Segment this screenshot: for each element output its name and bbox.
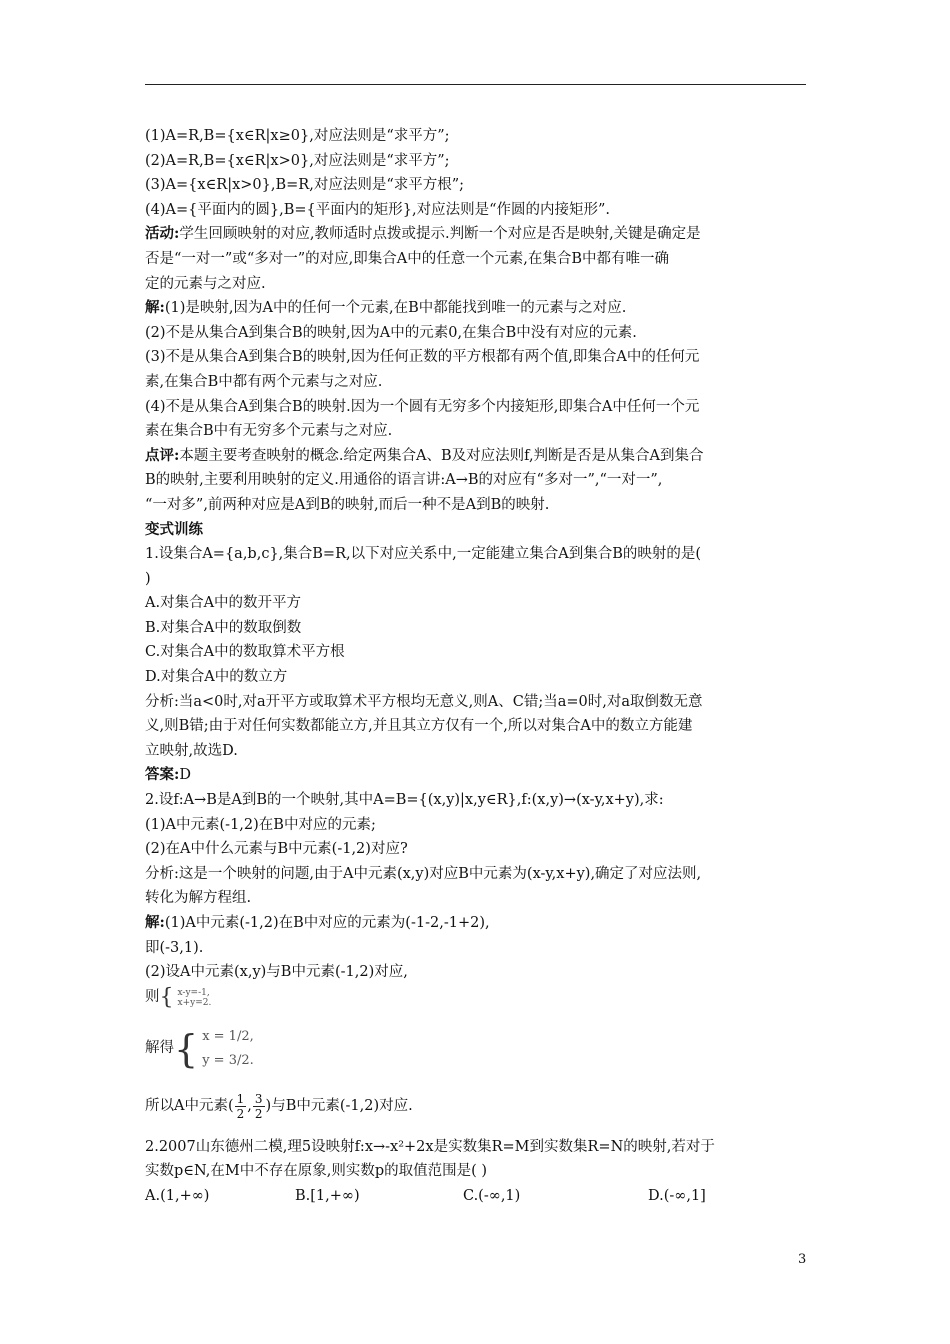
solution-line-5: (4)不是从集合A到集合B的映射.因为一个圆有无穷多个内接矩形,即集合A中任何一个元 bbox=[145, 398, 700, 415]
q3-option-a: A.(1,+∞) bbox=[145, 1187, 210, 1204]
q2-analysis-2: 转化为解方程组. bbox=[145, 890, 252, 907]
result-x: x = 1/2, bbox=[202, 1028, 254, 1044]
comment-label: 点评: bbox=[145, 446, 180, 464]
item-2: (2)A=R,B={x∈R|x>0},对应法则是“求平方”; bbox=[145, 152, 450, 169]
solution-system bbox=[145, 1017, 815, 1081]
solution-line-6: 素在集合B中有无穷多个元素与之对应. bbox=[145, 423, 393, 440]
q1-option-d: D.对集合A中的数立方 bbox=[145, 669, 288, 686]
q2-analysis-1: 分析:这是一个映射的问题,由于A中元素(x,y)对应B中元素为(x-y,x+y),确定了对应法则, bbox=[145, 865, 702, 882]
q2-conclusion: 所以A中元素( $\frac{1}{2}$ , $\frac{3}{2}$ )与B中元素(-1,2)对应. bbox=[145, 1092, 413, 1122]
equation-system bbox=[145, 985, 815, 1011]
item-1: (1)A=R,B={x∈R|x≥0},对应法则是“求平方”; bbox=[145, 128, 450, 144]
q3-line-1: 2.2007山东德州二模,理5设映射f:x→-x²+2x是实数集R=M到实数集R=N的映射,若对于 bbox=[145, 1138, 715, 1155]
q2-solution-3: (2)设A中元素(x,y)与B中元素(-1,2)对应, bbox=[145, 964, 408, 981]
header-rule bbox=[145, 84, 806, 85]
fraction-three-halves: $\frac{3}{2}$ bbox=[254, 1092, 263, 1122]
q2-solution-label: 解: bbox=[145, 914, 165, 931]
q2-part-1: (1)A中元素(-1,2)在B中对应的元素; bbox=[145, 816, 376, 833]
q1-stem-end: ) bbox=[145, 570, 151, 587]
activity-line-3: 定的元素与之对应. bbox=[145, 275, 266, 292]
solution-line-4: 素,在集合B中都有两个元素与之对应. bbox=[145, 373, 383, 390]
left-brace: { bbox=[159, 984, 174, 1010]
q1-analysis-2: 义,则B错;由于对任何实数都能立方,并且其立方仅有一个,所以对集合A中的数立方能建 bbox=[145, 718, 693, 735]
q1-option-a: A.对集合A中的数开平方 bbox=[145, 595, 302, 612]
solution-line-2: (2)不是从集合A到集合B的映射,因为A中的元素0,在集合B中没有对应的元素. bbox=[145, 324, 637, 341]
q3-line-2: 实数p∈N,在M中不存在原象,则实数p的取值范围是( ) bbox=[145, 1163, 488, 1180]
variant-title: 变式训练 bbox=[145, 520, 203, 538]
q2-stem: 2.设f:A→B是A到B的一个映射,其中A=B={(x,y)|x,y∈R},f:(x,y)→(x-y,x+y),求: bbox=[145, 792, 664, 809]
comment-line-1: 点评:本题主要考查映射的概念.给定两集合A、B及对应法则f,判断是否是从集合A到集合 bbox=[145, 446, 704, 464]
q1-analysis-1: 分析:当a<0时,对a开平方或取算术平方根均无意义,则A、C错;当a=0时,对a取倒数无意 bbox=[145, 693, 703, 710]
equation-2: x+y=2. bbox=[177, 997, 212, 1008]
solution-line-1: 解:(1)是映射,因为A中的任何一个元素,在B中都能找到唯一的元素与之对应. bbox=[145, 299, 627, 317]
q3-option-b: B.[1,+∞) bbox=[295, 1187, 360, 1204]
q1-option-b: B.对集合A中的数取倒数 bbox=[145, 619, 302, 636]
q3-option-d: D.(-∞,1] bbox=[648, 1187, 706, 1204]
equation-1: x-y=-1, bbox=[177, 987, 210, 998]
comment-line-3: “一对多”,前两种对应是A到B的映射,而后一种不是A到B的映射. bbox=[145, 496, 550, 513]
q1-option-c: C.对集合A中的数取算术平方根 bbox=[145, 644, 345, 661]
q2-solution-1: 解:(1)A中元素(-1,2)在B中对应的元素为(-1-2,-1+2), bbox=[145, 914, 490, 931]
q3-options bbox=[145, 1184, 815, 1209]
solution-line-3: (3)不是从集合A到集合B的映射,因为任何正数的平方根都有两个值,即集合A中的任何元 bbox=[145, 349, 700, 366]
answer-label: 答案: bbox=[145, 766, 180, 784]
activity-label: 活动: bbox=[145, 225, 180, 243]
solved-label: 解得 bbox=[145, 1040, 174, 1057]
result-y: y = 3/2. bbox=[202, 1052, 254, 1068]
q2-solution-2: 即(-3,1). bbox=[145, 939, 204, 956]
solution-label: 解: bbox=[145, 299, 165, 317]
activity-line-1: 活动:学生回顾映射的对应,教师适时点拨或提示.判断一个对应是否是映射,关键是确定是 bbox=[145, 225, 701, 243]
item-4: (4)A={平面内的圆},B={平面内的矩形},对应法则是“作圆的内接矩形”. bbox=[145, 201, 611, 218]
q1-stem: 1.设集合A={a,b,c},集合B=R,以下对应关系中,一定能建立集合A到集合B的映射的是( bbox=[145, 546, 702, 563]
item-3: (3)A={x∈R|x>0},B=R,对应法则是“求平方根”; bbox=[145, 177, 465, 194]
comment-line-2: B的映射,主要利用映射的定义.用通俗的语言讲:A→B的对应有“多对一”,“一对一”, bbox=[145, 472, 663, 489]
fraction-one-half: $\frac{1}{2}$ bbox=[236, 1092, 245, 1122]
then-label: 则 bbox=[145, 989, 160, 1006]
q1-answer: 答案:D bbox=[145, 766, 191, 784]
left-brace-2: { bbox=[174, 1026, 199, 1071]
q1-analysis-3: 立映射,故选D. bbox=[145, 742, 238, 759]
q2-part-2: (2)在A中什么元素与B中元素(-1,2)对应? bbox=[145, 841, 408, 858]
activity-line-2: 否是“一对一”或“多对一”的对应,即集合A中的任意一个元素,在集合B中都有唯一确 bbox=[145, 250, 669, 267]
page-number: 3 bbox=[798, 1252, 807, 1267]
q3-option-c: C.(-∞,1) bbox=[463, 1187, 521, 1204]
page-content bbox=[145, 124, 815, 1209]
